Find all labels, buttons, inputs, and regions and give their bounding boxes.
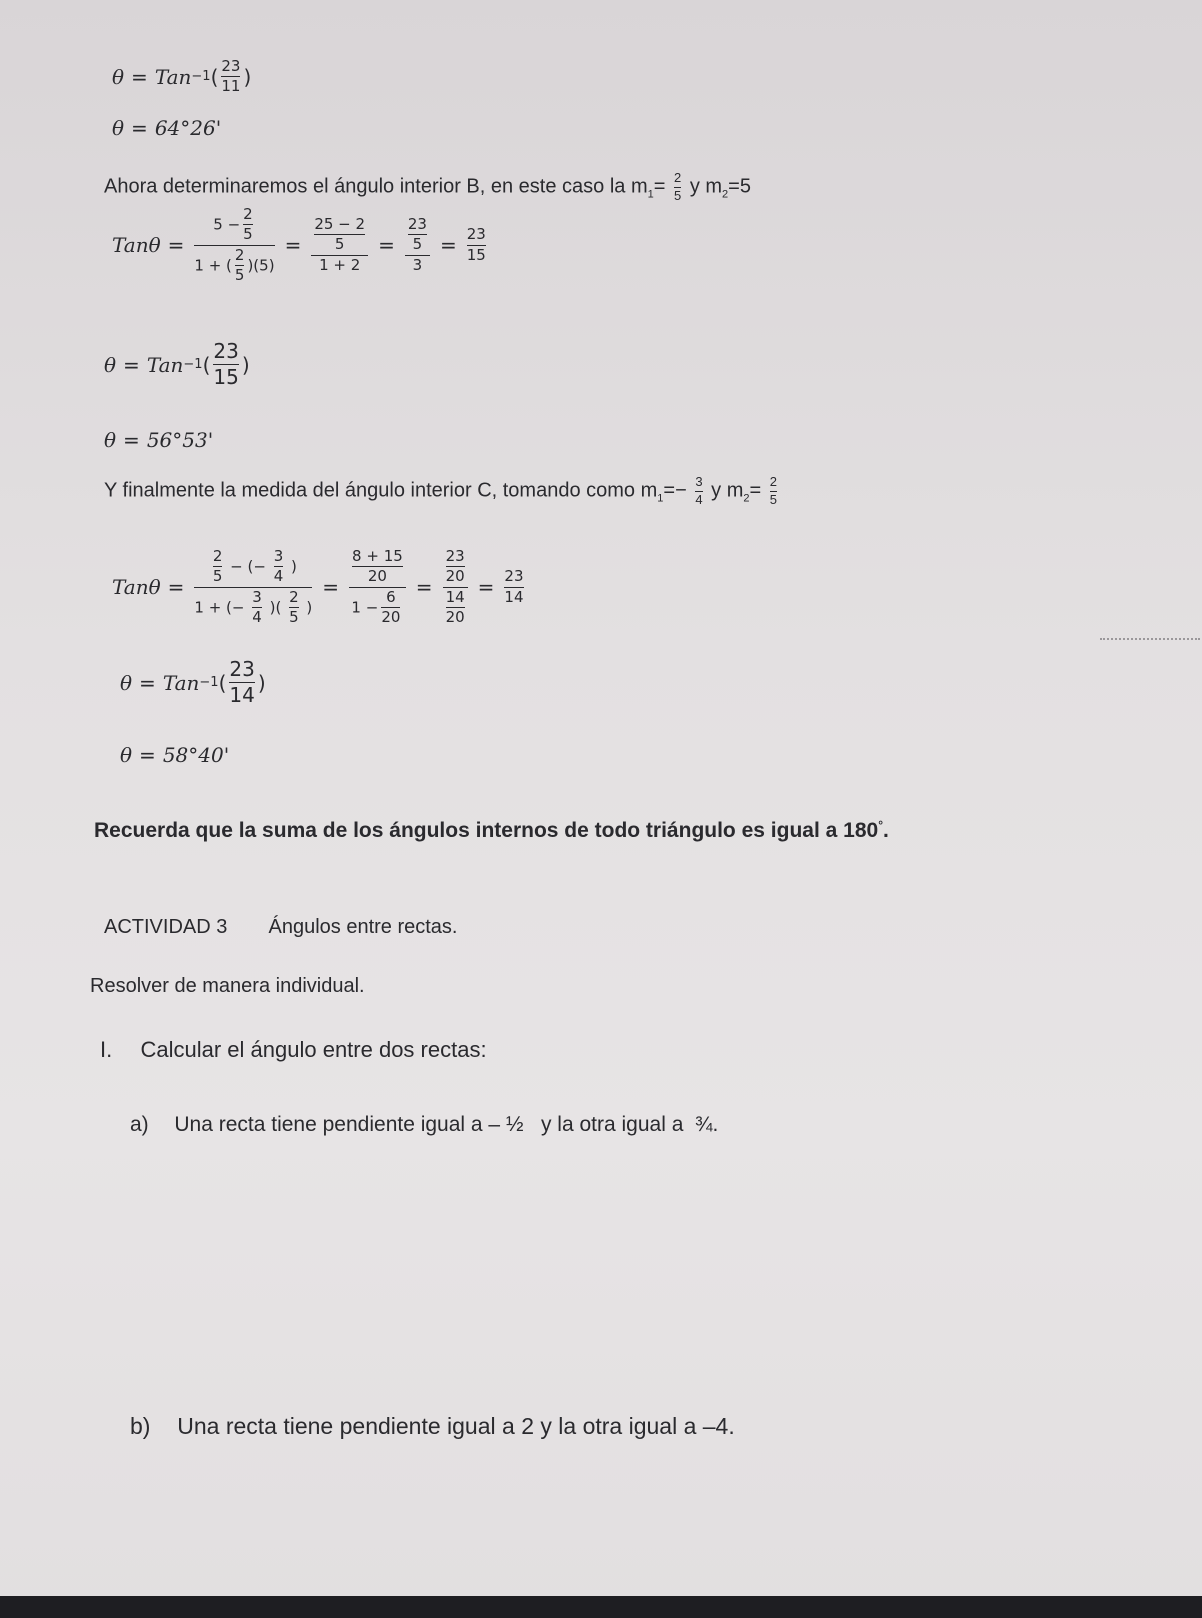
fraction	[405, 216, 430, 274]
numerator	[352, 548, 403, 586]
fraction	[213, 548, 223, 586]
activity-heading	[104, 916, 457, 939]
slope-m2: m	[726, 479, 744, 502]
fraction	[252, 589, 262, 627]
fraction	[467, 226, 486, 264]
slope-m1: m	[640, 479, 658, 502]
equals-sign: =	[139, 670, 156, 695]
term: 1 + (−	[194, 597, 245, 616]
period: .	[883, 819, 889, 842]
denominator	[446, 589, 465, 627]
theta-symbol: θ	[120, 670, 133, 695]
tan-function: Tan	[146, 352, 184, 377]
degree-symbol: °	[878, 818, 884, 832]
denominator: 14	[229, 683, 255, 707]
exercise-text: Una recta tiene pendiente igual a 2 y la otra igual a –4.	[177, 1413, 735, 1439]
denominator	[194, 589, 312, 627]
fraction	[221, 58, 240, 96]
denominator: 5	[674, 187, 682, 203]
reminder-paragraph	[94, 818, 889, 843]
slope-m2: m	[705, 175, 723, 198]
numerator: 23	[213, 339, 239, 363]
fraction	[349, 548, 406, 626]
theta-symbol: θ	[104, 428, 117, 452]
fraction	[770, 475, 777, 508]
equation-tan-c	[112, 548, 527, 626]
equals-sign: =	[439, 233, 457, 257]
term: 1 + (	[194, 255, 232, 274]
denominator: 11	[221, 77, 241, 96]
fraction	[443, 548, 468, 626]
term: )(	[269, 597, 282, 616]
term: )(5)	[247, 255, 275, 274]
paragraph-text: Y finalmente la medida del ángulo interior C, tomando como	[104, 479, 636, 502]
equation-theta-value-2	[104, 428, 213, 452]
angle-value: 58°40'	[162, 743, 230, 767]
conjunction: y	[689, 175, 700, 198]
inverse-exponent: −1	[191, 69, 211, 85]
denominator	[194, 247, 274, 285]
reminder-text: Recuerda que la suma de los ángulos internos de todo triángulo es igual a	[94, 819, 838, 842]
term: 14	[445, 587, 465, 606]
subscript: 2	[722, 188, 729, 201]
numerator	[210, 548, 297, 586]
denominator: 1 + 2	[319, 255, 361, 274]
equals-sign: =	[123, 428, 140, 452]
denominator: 14	[504, 587, 524, 606]
term: − (−	[230, 557, 266, 576]
denominator: 4	[273, 567, 284, 586]
term: 5	[412, 235, 423, 254]
term: 5 −	[213, 215, 241, 234]
numerator: 3	[273, 547, 284, 565]
equals-sign: =	[131, 116, 148, 140]
paragraph-angle-b	[104, 171, 751, 204]
denominator: 15	[213, 365, 239, 389]
term: 23	[407, 215, 427, 234]
numerator: 23	[221, 57, 241, 75]
equals-sign: =	[167, 233, 185, 257]
tan-theta: Tanθ	[112, 575, 161, 599]
term: 8 + 15	[352, 547, 403, 565]
equation-theta-value-1	[112, 116, 221, 140]
numerator	[314, 216, 365, 254]
numerator: 23	[466, 225, 486, 244]
numerator: 3	[252, 587, 262, 606]
fraction	[243, 206, 253, 244]
fraction	[274, 548, 284, 586]
numerator: 3	[695, 474, 703, 489]
numerator: 2	[769, 474, 777, 489]
theta-symbol: θ	[112, 64, 125, 89]
equals-sign: =	[477, 575, 495, 599]
equation-theta-b-arctan-2: θ = Tan −1 ( $\frac{23}{15}$ )	[104, 339, 250, 389]
fraction	[194, 548, 312, 626]
equals-sign: =−	[663, 479, 687, 502]
denominator: 5	[212, 567, 223, 586]
denominator: 20	[381, 607, 401, 626]
numerator: 2	[243, 205, 253, 223]
angle-value: 56°53'	[146, 428, 214, 452]
equals-sign: =	[322, 575, 340, 599]
subscript: 2	[743, 492, 750, 505]
fraction	[194, 206, 274, 284]
numerator: 2	[234, 245, 245, 264]
equals-sign: =	[284, 233, 302, 257]
numerator: 6	[386, 587, 396, 606]
slope-m1: m	[630, 175, 648, 198]
inverse-exponent: −1	[183, 357, 203, 372]
section-i	[100, 1037, 487, 1063]
fraction	[311, 216, 368, 274]
numerator: 23	[229, 657, 255, 681]
term: 20	[445, 567, 465, 586]
numerator	[408, 216, 427, 254]
equation-theta-value-3	[120, 743, 229, 767]
equals-sign: =	[131, 64, 148, 89]
denominator	[351, 589, 403, 627]
denominator: 15	[466, 245, 486, 264]
equals-sign: =	[415, 575, 433, 599]
activity-title: Ángulos entre rectas.	[268, 916, 458, 938]
tan-theta: Tanθ	[112, 233, 161, 257]
equals-sign: =	[123, 352, 140, 377]
exercise-b	[130, 1413, 735, 1440]
exercise-text: Una recta tiene pendiente igual a – ½ y la otra igual a ¾.	[174, 1113, 719, 1136]
exercise-a	[130, 1113, 718, 1137]
term: )	[291, 557, 297, 576]
exercise-label: a)	[130, 1113, 149, 1136]
paragraph-text: Ahora determinaremos el ángulo interior B, en este caso la	[104, 175, 626, 198]
fraction	[504, 568, 523, 606]
denominator: 5	[234, 265, 245, 284]
conjunction: y	[711, 479, 722, 502]
term: )	[306, 597, 313, 616]
term: 5	[334, 235, 345, 254]
angle-value: 64°26'	[154, 116, 222, 140]
activity-label: ACTIVIDAD 3	[104, 916, 228, 938]
denominator: 5	[769, 491, 777, 507]
equation-tan-b	[112, 206, 489, 284]
denominator: 3	[412, 255, 423, 274]
section-text: Calcular el ángulo entre dos rectas:	[140, 1037, 487, 1062]
equation-theta-b-arctan: θ = Tan −1 ( $\frac{23}{11}$ )	[112, 57, 252, 96]
fraction	[289, 589, 299, 627]
tan-function: Tan	[162, 670, 200, 695]
inverse-exponent: −1	[199, 675, 219, 690]
degree-total: 180	[843, 819, 879, 842]
equals-sign: =	[167, 575, 185, 599]
theta-symbol: θ	[120, 743, 133, 767]
theta-symbol: θ	[112, 116, 125, 140]
denominator: 5	[289, 607, 299, 626]
numerator: 2	[674, 170, 682, 185]
numerator: 2	[212, 547, 223, 565]
tan-function: Tan	[154, 64, 192, 89]
fraction	[674, 171, 681, 204]
paragraph-angle-c	[104, 475, 780, 508]
term: 1 −	[351, 597, 379, 616]
fraction	[213, 340, 238, 389]
fraction	[235, 247, 245, 285]
term: 20	[445, 607, 465, 626]
fraction	[381, 589, 400, 627]
fraction	[229, 658, 254, 707]
numerator	[446, 548, 465, 586]
subscript: 1	[647, 188, 654, 201]
numerator	[213, 206, 255, 244]
denominator: 4	[695, 491, 703, 507]
equals-sign: =	[749, 479, 762, 502]
term: 20	[367, 567, 387, 586]
equation-theta-c-arctan: θ = Tan −1 ( $\frac{23}{14}$ )	[120, 657, 266, 707]
decorative-dotted-line	[1100, 638, 1200, 640]
slope-value: =5	[728, 175, 751, 198]
instruction-text: Resolver de manera individual.	[90, 975, 365, 997]
term: 25 − 2	[314, 215, 366, 234]
equals-sign: =	[139, 743, 156, 767]
numerator: 23	[504, 567, 524, 586]
term: 23	[445, 547, 465, 565]
theta-symbol: θ	[104, 352, 117, 377]
equals-sign: =	[378, 233, 395, 257]
equals-sign: =	[653, 175, 666, 198]
numerator: 2	[289, 587, 299, 606]
exercise-label: b)	[130, 1413, 151, 1439]
page-bottom-edge	[0, 1596, 1202, 1618]
denominator: 4	[252, 607, 262, 626]
subscript: 1	[657, 492, 664, 505]
fraction	[695, 475, 702, 508]
denominator: 5	[243, 225, 253, 244]
section-number: I.	[100, 1037, 113, 1062]
